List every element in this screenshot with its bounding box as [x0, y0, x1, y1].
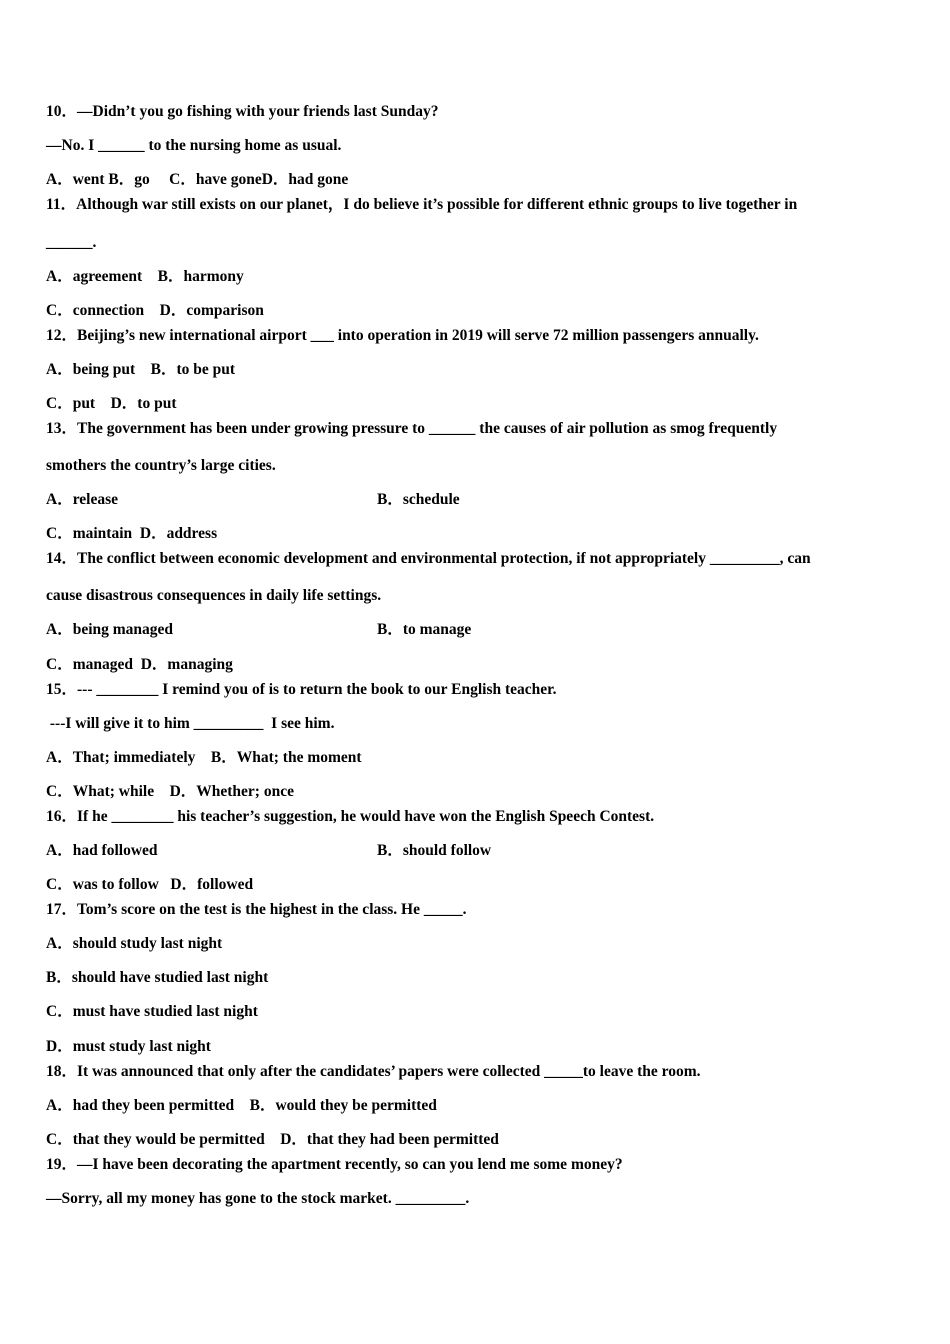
question-stem: 17．Tom’s score on the test is the highest in the class. He _____. — [46, 901, 467, 918]
answer-options: A．had they been permitted B．would they be permitted — [46, 1097, 437, 1114]
answer-options: A．That; immediately B．What; the moment — [46, 749, 362, 766]
answer-option-a: A．had followed — [46, 842, 158, 859]
answer-options: A．being put B．to be put — [46, 361, 236, 378]
answer-option-b: B．schedule — [377, 491, 460, 508]
answer-option-d: D．must study last night — [46, 1038, 211, 1055]
answer-option-c: C．must have studied last night — [46, 1003, 258, 1020]
question-stem-continued: ---I will give it to him _________ I see him. — [46, 715, 335, 732]
answer-options: C．maintain D．address — [46, 525, 218, 542]
question-stem-continued: cause disastrous consequences in daily life settings. — [46, 587, 382, 604]
answer-options: C．connection D．comparison — [46, 302, 264, 319]
answer-option-b: B．to manage — [377, 621, 472, 638]
answer-options: C．that they would be permitted D．that they had been permitted — [46, 1131, 499, 1148]
question-stem: 16．If he ________ his teacher’s suggestion, he would have won the English Speech Contest. — [46, 808, 655, 825]
answer-options: C．managed D．managing — [46, 656, 233, 673]
answer-option-a: A．being managed — [46, 621, 174, 638]
question-stem: 15．--- ________ I remind you of is to return the book to our English teacher. — [46, 681, 557, 698]
question-stem: 10．—Didn’t you go fishing with your friends last Sunday? — [46, 103, 439, 120]
question-stem: 14．The conflict between economic development and environmental protection, if not appropriately _________, can — [46, 550, 811, 567]
question-stem: 12．Beijing’s new international airport ___ into operation in 2019 will serve 72 million passengers annually. — [46, 327, 759, 344]
answer-options: C．What; while D．Whether; once — [46, 783, 294, 800]
answer-option-a: A．release — [46, 491, 119, 508]
question-stem-continued: ______. — [46, 234, 97, 251]
answer-options: A．went B．go C．have goneD．had gone — [46, 171, 349, 188]
answer-options: A．agreement B．harmony — [46, 268, 244, 285]
question-stem: 19．—I have been decorating the apartment recently, so can you lend me some money? — [46, 1156, 623, 1173]
answer-options: C．put D．to put — [46, 395, 177, 412]
answer-option-b: B．should have studied last night — [46, 969, 269, 986]
question-stem-continued: —Sorry, all my money has gone to the stock market. _________. — [46, 1190, 470, 1207]
answer-option-b: B．should follow — [377, 842, 492, 859]
answer-option-a: A．should study last night — [46, 935, 223, 952]
question-stem: 13．The government has been under growing pressure to ______ the causes of air pollution as smog frequently — [46, 420, 778, 437]
question-stem-continued: —No. I ______ to the nursing home as usual. — [46, 137, 342, 154]
question-stem: 18．It was announced that only after the candidates’ papers were collected _____to leave the room. — [46, 1063, 701, 1080]
question-stem: 11．Although war still exists on our planet，I do believe it’s possible for different ethnic groups to live together in — [46, 196, 798, 213]
question-stem-continued: smothers the country’s large cities. — [46, 457, 276, 474]
answer-options: C．was to follow D．followed — [46, 876, 254, 893]
